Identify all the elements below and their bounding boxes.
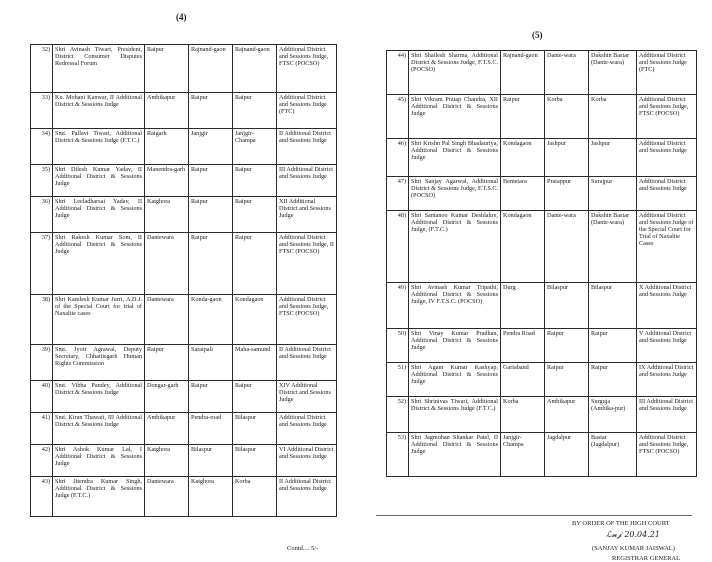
table-row bbox=[387, 95, 697, 139]
serial-number-cell: 52) bbox=[387, 397, 409, 433]
district-cell: Janjgir-Champa bbox=[233, 129, 277, 165]
posted-at-cell: Raipur bbox=[545, 363, 589, 397]
officer-name-cell: Shri Agam Kumar Kashyap, Additional District & Sessions Judge bbox=[409, 363, 501, 397]
posted-as-cell: V Additional District and Sessions Judge bbox=[637, 329, 697, 363]
district-cell: Raipur bbox=[589, 329, 637, 363]
posted-from-cell: Korba bbox=[501, 397, 545, 433]
table-row bbox=[31, 197, 337, 233]
posted-at-cell: Katghora bbox=[189, 477, 233, 517]
district-cell: Kondagaon bbox=[233, 295, 277, 345]
posted-from-cell: Dantewara bbox=[145, 233, 189, 295]
posted-at-cell: Konda-gaon bbox=[189, 295, 233, 345]
posted-from-cell: Ambikapur bbox=[145, 93, 189, 129]
posted-from-cell: Pendra Road bbox=[501, 329, 545, 363]
district-cell: Raipur bbox=[233, 165, 277, 197]
posted-from-cell: Katghora bbox=[145, 445, 189, 477]
district-cell: Dakshin Bastar (Dante-wara) bbox=[589, 211, 637, 283]
serial-number-cell: 49) bbox=[387, 283, 409, 329]
serial-number-cell: 43) bbox=[31, 477, 53, 517]
district-cell: Surguja (Ambika-pur) bbox=[589, 397, 637, 433]
posted-from-cell: Gariaband bbox=[501, 363, 545, 397]
posted-at-cell: Raipur bbox=[189, 381, 233, 413]
posted-as-cell: Additional District and Sessions Judge, FTSC (POCSO) bbox=[277, 45, 337, 93]
signature-date: 20.04.21 bbox=[624, 530, 660, 539]
district-cell: Bilaspur bbox=[589, 283, 637, 329]
posted-from-cell: Raipur bbox=[501, 95, 545, 139]
officer-name-cell: Smt. Jyoti Agrawal, Deputy Secretary, Chhattisgarh Human Rights Commission bbox=[53, 345, 145, 381]
officer-name-cell: Shri Santanoo Kumar Deshlahre, Additional District & Sessions Judge, (F.T.C.) bbox=[409, 211, 501, 283]
table-row bbox=[31, 445, 337, 477]
posted-as-cell: Additional District and Sessions Judge, FTSC (POCSO) bbox=[637, 433, 697, 477]
posted-as-cell: Additional District and Sessions Judge of the Special Court for Trial of Naxalite Cases bbox=[637, 211, 697, 283]
document-page-5 bbox=[356, 0, 712, 561]
posted-at-cell: Bilaspur bbox=[189, 445, 233, 477]
serial-number-cell: 32) bbox=[31, 45, 53, 93]
posted-from-cell: Rajnand-gaon bbox=[501, 51, 545, 95]
officer-name-cell: Shri Ashok Kumar Lal, I Additional District & Sessions Judge bbox=[53, 445, 145, 477]
posted-at-cell: Raipur bbox=[189, 165, 233, 197]
posted-as-cell: VI Additional District and Sessions Judge bbox=[277, 445, 337, 477]
table-row bbox=[31, 477, 337, 517]
posted-as-cell: Additional District and Sessions Judge bbox=[637, 139, 697, 177]
district-cell: Raipur bbox=[233, 233, 277, 295]
officer-name-cell: Ku. Mohani Kanwar, II Additional District & Sessions Judge bbox=[53, 93, 145, 129]
posted-from-cell: Durg bbox=[501, 283, 545, 329]
district-cell: Dakshin Bastar (Dante-wara) bbox=[589, 51, 637, 95]
serial-number-cell: 34) bbox=[31, 129, 53, 165]
officer-name-cell: Shri Krishn Pal Singh Bhadauriya, Additional District & Sessions Judge bbox=[409, 139, 501, 177]
table-row bbox=[31, 381, 337, 413]
posted-from-cell: Dantewara bbox=[145, 477, 189, 517]
posted-at-cell: Bilaspur bbox=[545, 283, 589, 329]
divider bbox=[376, 515, 692, 516]
posted-from-cell: Janjgir-Champa bbox=[501, 433, 545, 477]
table-row bbox=[387, 363, 697, 397]
serial-number-cell: 51) bbox=[387, 363, 409, 397]
posted-as-cell: III Additional District and Sessions Judge bbox=[277, 165, 337, 197]
table-row bbox=[31, 345, 337, 381]
posted-from-cell: Raigarh bbox=[145, 129, 189, 165]
posted-as-cell: II Additional District and Sessions Judge bbox=[277, 345, 337, 381]
posted-as-cell: Additional District and Sessions Judge (FTC) bbox=[277, 93, 337, 129]
posted-at-cell: Dante-wara bbox=[545, 211, 589, 283]
posted-from-cell: Katghora bbox=[145, 197, 189, 233]
serial-number-cell: 46) bbox=[387, 139, 409, 177]
district-cell: Raipur bbox=[233, 93, 277, 129]
table-row bbox=[31, 45, 337, 93]
table-row bbox=[387, 211, 697, 283]
signatory-name: (SANJAY KUMAR JAISWAL) bbox=[592, 545, 675, 552]
officer-name-cell: Shri Jitendra Kumar Singh, Additional District & Sessions Judge (F.T.C.) bbox=[53, 477, 145, 517]
officer-name-cell: Shri Sanjay Agarwal, Additional District & Sessions Judge, F.T.S.C. (POCSO) bbox=[409, 177, 501, 211]
table-row bbox=[387, 51, 697, 95]
serial-number-cell: 40) bbox=[31, 381, 53, 413]
officer-name-cell: Smt. Kiran Thawait, III Additional District & Sessions Judge bbox=[53, 413, 145, 445]
officer-name-cell: Shri Jagmohan Shankar Patel, II Additional District & Sessions Judge bbox=[409, 433, 501, 477]
transfer-table bbox=[386, 50, 697, 477]
order-line: BY ORDER OF THE HIGH COURT bbox=[572, 520, 670, 527]
serial-number-cell: 47) bbox=[387, 177, 409, 211]
officer-name-cell: Shri Avinash Tiwari, President, District Consumer Disputes Redressal Forum bbox=[53, 45, 145, 93]
serial-number-cell: 45) bbox=[387, 95, 409, 139]
officer-name-cell: Smt. Pallavi Tiwari, Additional District & Sessions Judge (F.T.C.) bbox=[53, 129, 145, 165]
posted-at-cell: Pratappur bbox=[545, 177, 589, 211]
serial-number-cell: 41) bbox=[31, 413, 53, 445]
district-cell: Raipur bbox=[233, 197, 277, 233]
posted-from-cell: Manendra-garh bbox=[145, 165, 189, 197]
table-row bbox=[387, 283, 697, 329]
officer-name-cell: Shri Avinash Kumar Tripathi, Additional District & Sessions Judge, IV F.T.S.C. (POCSO) bbox=[409, 283, 501, 329]
posted-as-cell: XII Additional District and Sessions Judge bbox=[277, 197, 337, 233]
posted-at-cell: Korba bbox=[545, 95, 589, 139]
posted-from-cell: Dantewara bbox=[145, 295, 189, 345]
posted-at-cell: Jashpur bbox=[545, 139, 589, 177]
signature-scribble: ℒ𝓷𝓳 bbox=[606, 530, 622, 539]
posted-as-cell: Additional District and Sessions Judge (FTC) bbox=[637, 51, 697, 95]
posted-at-cell: Rajnand-gaon bbox=[189, 45, 233, 93]
district-cell: Korba bbox=[589, 95, 637, 139]
officer-name-cell: Shri Leeladharsai Yadav, II Additional District & Sessions Judge bbox=[53, 197, 145, 233]
serial-number-cell: 35) bbox=[31, 165, 53, 197]
posted-as-cell: Additional District and Sessions Judge, II FTSC (POCSO) bbox=[277, 233, 337, 295]
posted-at-cell: Jagdalpur bbox=[545, 433, 589, 477]
serial-number-cell: 33) bbox=[31, 93, 53, 129]
posted-at-cell: Ambikapur bbox=[545, 397, 589, 433]
posted-as-cell: Additional District and Sessions Judge, FTSC (POCSO) bbox=[277, 295, 337, 345]
serial-number-cell: 50) bbox=[387, 329, 409, 363]
posted-as-cell: X Additional District and Sessions Judge bbox=[637, 283, 697, 329]
district-cell: Bilaspur bbox=[233, 413, 277, 445]
serial-number-cell: 38) bbox=[31, 295, 53, 345]
officer-name-cell: Shri Vikram Pratap Chandra, XII Additional District & Sessions Judge bbox=[409, 95, 501, 139]
district-cell: Bastar (Jagdalpur) bbox=[589, 433, 637, 477]
district-cell: Raipur bbox=[589, 363, 637, 397]
signature bbox=[606, 530, 660, 540]
serial-number-cell: 39) bbox=[31, 345, 53, 381]
officer-name-cell: Shri Rakesh Kumar Som, II Additional District & Sessions Judge bbox=[53, 233, 145, 295]
serial-number-cell: 44) bbox=[387, 51, 409, 95]
posted-as-cell: IX Additional District and Sessions Judge bbox=[637, 363, 697, 397]
posted-as-cell: II Additional District and Sessions Judge bbox=[277, 129, 337, 165]
page-number: (5) bbox=[532, 30, 543, 40]
posted-at-cell: Raipur bbox=[189, 197, 233, 233]
table-row bbox=[31, 93, 337, 129]
posted-as-cell: III Additional District and Sessions Judge bbox=[637, 397, 697, 433]
district-cell: Raipur bbox=[233, 381, 277, 413]
district-cell: Korba bbox=[233, 477, 277, 517]
posted-at-cell: Raipur bbox=[189, 233, 233, 295]
posted-from-cell: Ambikapur bbox=[145, 413, 189, 445]
table-row bbox=[31, 413, 337, 445]
table-row bbox=[387, 139, 697, 177]
officer-name-cell: Shri Kamlesh Kumar Jurri, A.D.J. of the Special Court for trial of Naxalite cases bbox=[53, 295, 145, 345]
posted-from-cell: Bemetara bbox=[501, 177, 545, 211]
posted-as-cell: Additional District and Sessions Judge, FTSC (POCSO) bbox=[637, 95, 697, 139]
posted-at-cell: Dante-wara bbox=[545, 51, 589, 95]
table-row bbox=[31, 165, 337, 197]
district-cell: Jashpur bbox=[589, 139, 637, 177]
posted-as-cell: II Additional District and Sessions Judge bbox=[277, 477, 337, 517]
posted-as-cell: Additional District and Sessions Judge bbox=[637, 177, 697, 211]
posted-from-cell: Raipur bbox=[145, 345, 189, 381]
continued-note: Contd.... 5/- bbox=[287, 545, 319, 552]
serial-number-cell: 36) bbox=[31, 197, 53, 233]
transfer-table bbox=[30, 44, 337, 517]
posted-from-cell: Dongar-garh bbox=[145, 381, 189, 413]
signatory-designation: REGISTRAR GENERAL bbox=[612, 555, 681, 562]
officer-name-cell: Shri Vinay Kumar Pradhan, Additional District & Sessions Judge bbox=[409, 329, 501, 363]
posted-at-cell: Pendra-road bbox=[189, 413, 233, 445]
posted-at-cell: Raipur bbox=[189, 93, 233, 129]
serial-number-cell: 48) bbox=[387, 211, 409, 283]
posted-from-cell: Kondagaon bbox=[501, 211, 545, 283]
table-row bbox=[31, 233, 337, 295]
table-row bbox=[387, 329, 697, 363]
table-row bbox=[31, 129, 337, 165]
posted-at-cell: Raipur bbox=[545, 329, 589, 363]
district-cell: Bilaspur bbox=[233, 445, 277, 477]
table-row bbox=[31, 295, 337, 345]
document-page-4 bbox=[0, 0, 356, 561]
serial-number-cell: 37) bbox=[31, 233, 53, 295]
page-number: (4) bbox=[176, 12, 187, 22]
officer-name-cell: Shri Shailesh Sharma, Additional District & Sessions Judge, F.T.S.C. (POCSO) bbox=[409, 51, 501, 95]
posted-from-cell: Raipur bbox=[145, 45, 189, 93]
officer-name-cell: Shri Dilesh Kumar Yadav, II Additional District & Sessions Judge bbox=[53, 165, 145, 197]
posted-as-cell: XIV Additional District and Sessions Judge bbox=[277, 381, 337, 413]
posted-at-cell: Saraipali bbox=[189, 345, 233, 381]
district-cell: Surajpur bbox=[589, 177, 637, 211]
table-row bbox=[387, 177, 697, 211]
district-cell: Rajnand-gaon bbox=[233, 45, 277, 93]
serial-number-cell: 42) bbox=[31, 445, 53, 477]
serial-number-cell: 53) bbox=[387, 433, 409, 477]
table-row bbox=[387, 397, 697, 433]
officer-name-cell: Shri Shrinivas Tiwari, Additional District & Sessions Judge (F.T.C.) bbox=[409, 397, 501, 433]
transfer-table-body bbox=[31, 45, 337, 517]
posted-as-cell: Additional District and Sessions Judge bbox=[277, 413, 337, 445]
posted-at-cell: Janjgir bbox=[189, 129, 233, 165]
district-cell: Maha-samund bbox=[233, 345, 277, 381]
table-row bbox=[387, 433, 697, 477]
transfer-table-body bbox=[387, 51, 697, 477]
officer-name-cell: Smt. Vibha Pandey, Additional District & Sessions Judge bbox=[53, 381, 145, 413]
posted-from-cell: Kondagaon bbox=[501, 139, 545, 177]
